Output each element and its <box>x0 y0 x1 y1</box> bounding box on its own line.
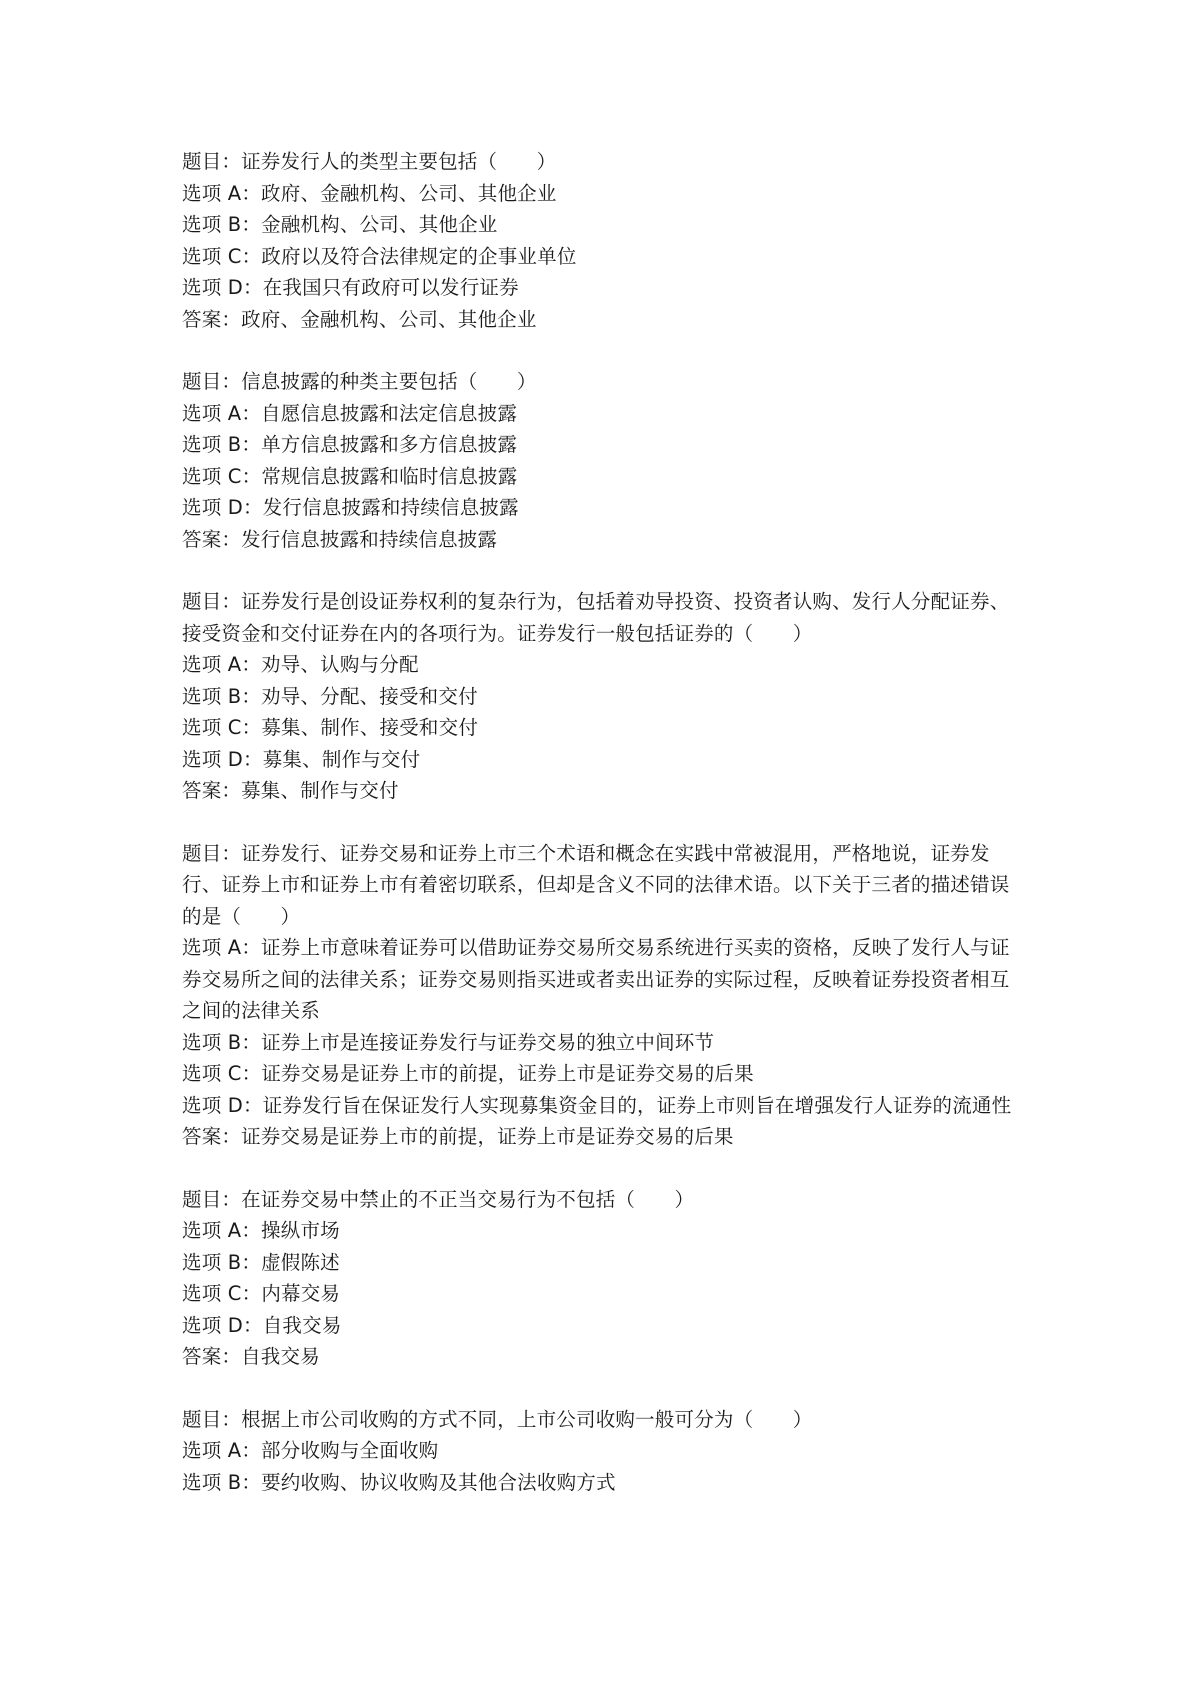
option-d: 选项 D：发行信息披露和持续信息披露 <box>182 496 519 519</box>
question-text: 题目：证券发行人的类型主要包括（ ） <box>182 150 557 173</box>
option-c: 选项 C：募集、制作、接受和交付 <box>182 716 479 739</box>
option-b: 选项 B：单方信息披露和多方信息披露 <box>182 433 518 456</box>
option-b: 选项 B：虚假陈述 <box>182 1250 340 1274</box>
option-c: 选项 C：证券交易是证券上市的前提，证券上市是证券交易的后果 <box>182 1062 754 1085</box>
question-block-5 <box>182 1184 1022 1373</box>
question-block-1 <box>182 146 1022 335</box>
option-d: 选项 D：募集、制作与交付 <box>182 747 421 771</box>
question-text: 题目：证券发行、证券交易和证券上市三个术语和概念在实践中常被混用，严格地说，证券发行、证券上市和证券上市有着密切联系，但却是含义不同的法律术语。以下关于三者的描述错误的是（ ） <box>182 841 1010 928</box>
question-text: 题目：信息披露的种类主要包括（ ） <box>182 370 537 393</box>
option-b: 选项 B：证券上市是连接证券发行与证券交易的独立中间环节 <box>182 1030 715 1054</box>
option-d: 选项 D：自我交易 <box>182 1313 342 1337</box>
option-a: 选项 A：部分收购与全面收购 <box>182 1439 439 1462</box>
option-a: 选项 A：操纵市场 <box>182 1219 340 1242</box>
option-a: 选项 A：自愿信息披露和法定信息披露 <box>182 401 518 425</box>
option-b: 选项 B：要约收购、协议收购及其他合法收购方式 <box>182 1470 616 1494</box>
document-page <box>182 146 1022 1529</box>
option-a: 选项 A：政府、金融机构、公司、其他企业 <box>182 181 557 205</box>
option-a: 选项 A：证券上市意味着证券可以借助证券交易所交易系统进行买卖的资格，反映了发行人与证券交易所之间的法律关系；证券交易则指买进或者卖出证券的实际过程，反映着证券投资者相互之间的法律关系 <box>182 936 1010 1022</box>
option-c: 选项 C：常规信息披露和临时信息披露 <box>182 464 518 488</box>
option-a: 选项 A：劝导、认购与分配 <box>182 653 419 676</box>
answer-text: 答案：证券交易是证券上市的前提，证券上市是证券交易的后果 <box>182 1125 734 1148</box>
answer-text: 答案：发行信息披露和持续信息披露 <box>182 527 498 551</box>
option-c: 选项 C：内幕交易 <box>182 1282 341 1305</box>
option-b: 选项 B：劝导、分配、接受和交付 <box>182 684 478 708</box>
option-d: 选项 D：在我国只有政府可以发行证券 <box>182 276 519 299</box>
answer-text: 答案：自我交易 <box>182 1345 320 1368</box>
question-block-3 <box>182 586 1022 807</box>
question-text: 题目：证券发行是创设证券权利的复杂行为，包括着劝导投资、投资者认购、发行人分配证券、接受资金和交付证券在内的各项行为。证券发行一般包括证券的（ ） <box>182 590 1010 645</box>
question-text: 题目：在证券交易中禁止的不正当交易行为不包括（ ） <box>182 1187 695 1211</box>
answer-text: 答案：募集、制作与交付 <box>182 779 399 802</box>
option-b: 选项 B：金融机构、公司、其他企业 <box>182 213 498 236</box>
question-block-2 <box>182 366 1022 555</box>
question-text: 题目：根据上市公司收购的方式不同，上市公司收购一般可分为（ ） <box>182 1407 813 1431</box>
option-d: 选项 D：证券发行旨在保证发行人实现募集资金目的，证券上市则旨在增强发行人证券的流通性 <box>182 1093 1012 1117</box>
answer-text: 答案：政府、金融机构、公司、其他企业 <box>182 307 537 331</box>
question-block-6 <box>182 1404 1022 1499</box>
question-block-4 <box>182 838 1022 1153</box>
option-c: 选项 C：政府以及符合法律规定的企事业单位 <box>182 244 577 268</box>
